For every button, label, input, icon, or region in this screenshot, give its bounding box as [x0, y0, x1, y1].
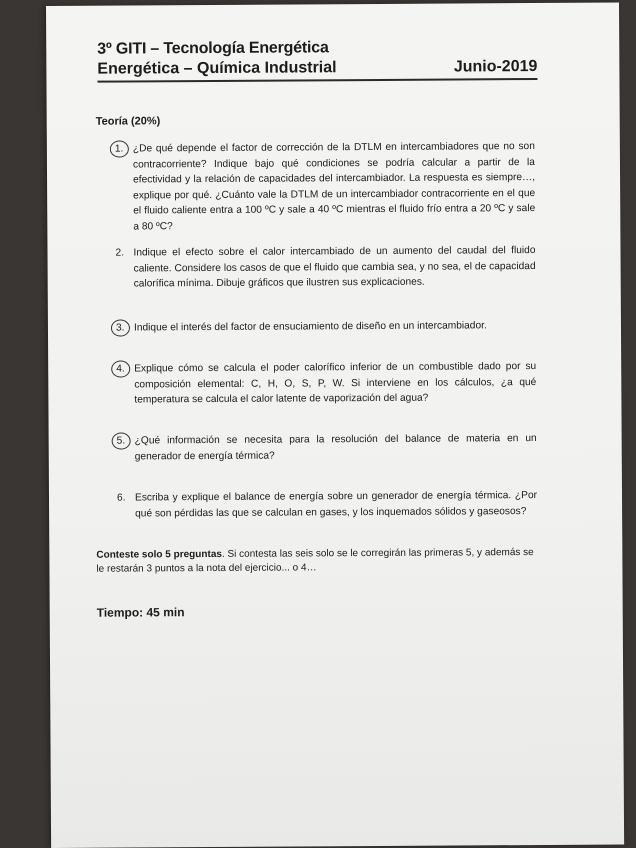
question-text: ¿Qué información se necesita para la resolución del balance de materia en un generador de energía térmica? — [134, 433, 537, 462]
exam-header — [97, 37, 537, 83]
question-text: Escriba y explique el balance de energía sobre un generador de energía térmica. ¿Por qué son pérdidas las que se calculan en gases, y los inquemados sólidos y gaseosos? — [134, 490, 538, 519]
question-number: 4. — [116, 361, 134, 408]
question-4 — [116, 359, 536, 408]
question-text: Indique el efecto sobre el calor intercambiado de un aumento del caudal del fluido caliente. Considere los casos de que el fluido que cambia sea, y no sea, el de capacidad calorífica mínima. Dibuje gráficos que ilustren sus explicaciones. — [133, 245, 536, 290]
question-number: 2. — [115, 247, 125, 259]
subject-line — [97, 57, 537, 83]
course-title: 3º GITI – Tecnología Energética — [97, 39, 329, 58]
question-number: 5. — [117, 433, 135, 464]
time-limit: Tiempo: 45 min — [96, 605, 185, 620]
instructions-bold: Conteste solo 5 preguntas — [96, 548, 222, 561]
question-text: Explique cómo se calcula el poder calorífico inferior de un combustible dado por su composición elemental: C, H, O, S, P, W. Si interviene en los cálculos, ¿a qué temperatura se calcula el calor latente de vaporización del agua? — [134, 361, 537, 406]
question-6 — [117, 488, 537, 522]
exam-sheet — [46, 2, 624, 847]
subject-title: Energética – Química Industrial — [97, 59, 337, 78]
question-number: 3. — [116, 320, 134, 336]
section-title: Teoría (20%) — [95, 115, 161, 128]
question-number: 6. — [116, 492, 126, 504]
instructions-rest: . Si contesta las seis solo se le corregirán las primeras 5, y además se le restarán 3 puntos a la nota del ejercicio... o 4… — [96, 547, 534, 575]
question-1 — [115, 139, 536, 235]
question-5 — [117, 431, 537, 465]
question-text: ¿De qué depende el factor de corrección de la DTLM en intercambiadores que no son contracorriente? Indique bajo qué condiciones se podría calcular a partir de la efectividad y la relación de capacidades del intercambiador. La respuesta es siempre…, explique por qué. ¿Cuánto vale la DTLM de un intercambiador contracorriente en el que el fluido caliente entra a 100 ºC y sale a 40 ºC mientras el fluido frío entra a 20 ºC y sale a 80 ºC? — [132, 141, 536, 232]
exam-date: Junio-2019 — [453, 57, 538, 76]
question-2 — [115, 243, 535, 292]
question-number: 1. — [115, 141, 134, 234]
instructions-note — [96, 546, 536, 577]
question-3 — [116, 318, 536, 336]
question-text: Indique el interés del factor de ensuciamiento de diseño en un intercambiador. — [133, 320, 487, 334]
